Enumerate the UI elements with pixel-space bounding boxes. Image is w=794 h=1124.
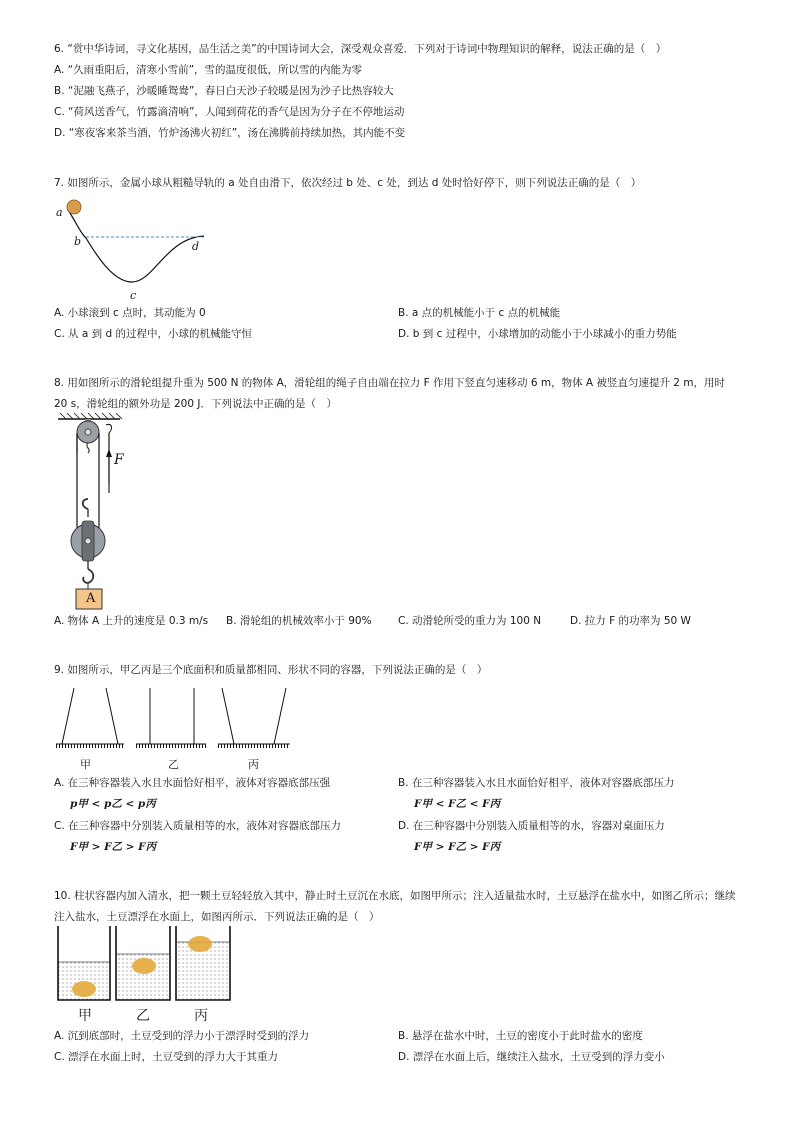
- q9-stem: 9. 如图所示，甲乙丙是三个底面积和质量都相同、形状不同的容器，下列说法正确的是（ ）: [54, 664, 488, 676]
- q10-beaker-yi: [116, 926, 170, 1000]
- q7-stem: 7. 如图所示，金属小球从粗糙导轨的 a 处自由滑下，依次经过 b 处、c 处，到达 d 处时恰好停下，则下列说法正确的是（ ）: [54, 177, 642, 189]
- q9-option-d: D. 在三种容器中分别装入质量相等的水，容器对桌面压力: [398, 820, 665, 832]
- q7-option-c: C. 从 a 到 d 的过程中，小球的机械能守恒: [54, 328, 252, 340]
- q9-option-b-formula: F甲 < F乙 < F丙: [414, 798, 501, 810]
- q8-option-b: B. 滑轮组的机械效率小于 90%: [226, 615, 372, 627]
- q10-potato-jia: [72, 981, 96, 997]
- q6-option-b: B. “泥融飞燕子，沙暖睡鸳鸯”，春日白天沙子较暖是因为沙子比热容较大: [54, 85, 394, 97]
- q9-container-yi: [136, 688, 206, 746]
- q7-label-c: c: [130, 289, 137, 302]
- q6-option-c: C. “荷风送香气，竹露滴清响”，人闻到荷花的香气是因为分子在不停地运动: [54, 106, 405, 118]
- q9-label-jia: 甲: [80, 758, 91, 771]
- q10-potato-diagram: [54, 926, 244, 1004]
- q6-stem: 6. “赏中华诗词，寻文化基因，品生活之美”的中国诗词大会，深受观众喜爱．下列对于诗词中物理知识的解释，说法正确的是（ ）: [54, 43, 667, 55]
- q9-container-bing: [218, 688, 290, 746]
- q10-label-yi: 乙: [136, 1008, 150, 1024]
- q10-beaker-bing: [176, 926, 230, 1000]
- q7-label-a: a: [56, 206, 63, 219]
- q7-option-b: B. a 点的机械能小于 c 点的机械能: [398, 307, 561, 319]
- q10-stem-line1: 10. 柱状容器内加入清水，把一颗土豆轻轻放入其中，静止时土豆沉在水底，如图甲所示；注入适量盐水时，土豆悬浮在盐水中，如图乙所示；继续: [54, 890, 736, 902]
- q7-option-a: A. 小球滚到 c 点时，其动能为 0: [54, 307, 206, 319]
- q10-beaker-jia: [58, 926, 110, 1000]
- q9-option-d-formula: F甲 > F乙 > F丙: [414, 841, 501, 853]
- q6-option-d: D. “寒夜客来茶当酒，竹炉汤沸火初红”，汤在沸腾前持续加热，其内能不变: [54, 127, 406, 139]
- q10-stem-line2: 注入盐水，土豆漂浮在水面上，如图丙所示．下列说法正确的是（ ）: [54, 911, 380, 923]
- q8-force-label: F: [114, 452, 124, 468]
- q8-block-label: A: [86, 591, 96, 606]
- q9-option-a-formula: p甲 < p乙 < p丙: [70, 798, 156, 810]
- q7-label-b: b: [74, 235, 82, 248]
- q9-label-yi: 乙: [168, 758, 179, 771]
- q9-option-c: C. 在三种容器中分别装入质量相等的水，液体对容器底部压力: [54, 820, 342, 832]
- q9-label-bing: 丙: [248, 758, 259, 771]
- q8-option-a: A. 物体 A 上升的速度是 0.3 m/s: [54, 615, 209, 627]
- q10-potato-yi: [132, 958, 156, 974]
- q9-option-c-formula: F甲 > F乙 > F丙: [70, 841, 157, 853]
- q8-option-d: D. 拉力 F 的功率为 50 W: [570, 615, 691, 627]
- q8-pulley-diagram: [54, 413, 144, 613]
- q10-potato-bing: [188, 936, 212, 952]
- q9-container-jia: [56, 688, 124, 746]
- q9-option-b: B. 在三种容器装入水且水面恰好相平，液体对容器底部压力: [398, 777, 675, 789]
- q10-label-jia: 甲: [78, 1008, 92, 1024]
- q9-option-a: A. 在三种容器装入水且水面恰好相平，液体对容器底部压强: [54, 777, 331, 789]
- q8-stem-line2: 20 s，滑轮组的额外功是 200 J．下列说法中正确的是（ ）: [54, 398, 337, 410]
- q8-option-c: C. 动滑轮所受的重力为 100 N: [398, 615, 542, 627]
- q7-track-curve: [68, 210, 204, 282]
- q7-label-d: d: [192, 240, 200, 253]
- q6-option-a: A. “久雨重阳后，清寒小雪前”，雪的温度很低，所以雪的内能为零: [54, 64, 363, 76]
- q9-containers-diagram: [54, 682, 294, 752]
- q8-force-arrow: [106, 449, 112, 457]
- q7-option-d: D. b 到 c 过程中，小球增加的动能小于小球减小的重力势能: [398, 328, 677, 340]
- q10-option-c: C. 漂浮在水面上时，土豆受到的浮力大于其重力: [54, 1051, 279, 1063]
- q10-option-a: A. 沉到底部时，土豆受到的浮力小于漂浮时受到的浮力: [54, 1030, 310, 1042]
- q10-option-d: D. 漂浮在水面上后，继续注入盐水，土豆受到的浮力变小: [398, 1051, 665, 1063]
- q7-ball: [67, 200, 81, 214]
- q10-label-bing: 丙: [194, 1008, 208, 1024]
- q10-option-b: B. 悬浮在盐水中时，土豆的密度小于此时盐水的密度: [398, 1030, 643, 1042]
- q8-stem-line1: 8. 用如图所示的滑轮组提升重为 500 N 的物体 A，滑轮组的绳子自由端在拉力 F 作用下竖直匀速移动 6 m，物体 A 被竖直匀速提升 2 m，用时: [54, 377, 726, 389]
